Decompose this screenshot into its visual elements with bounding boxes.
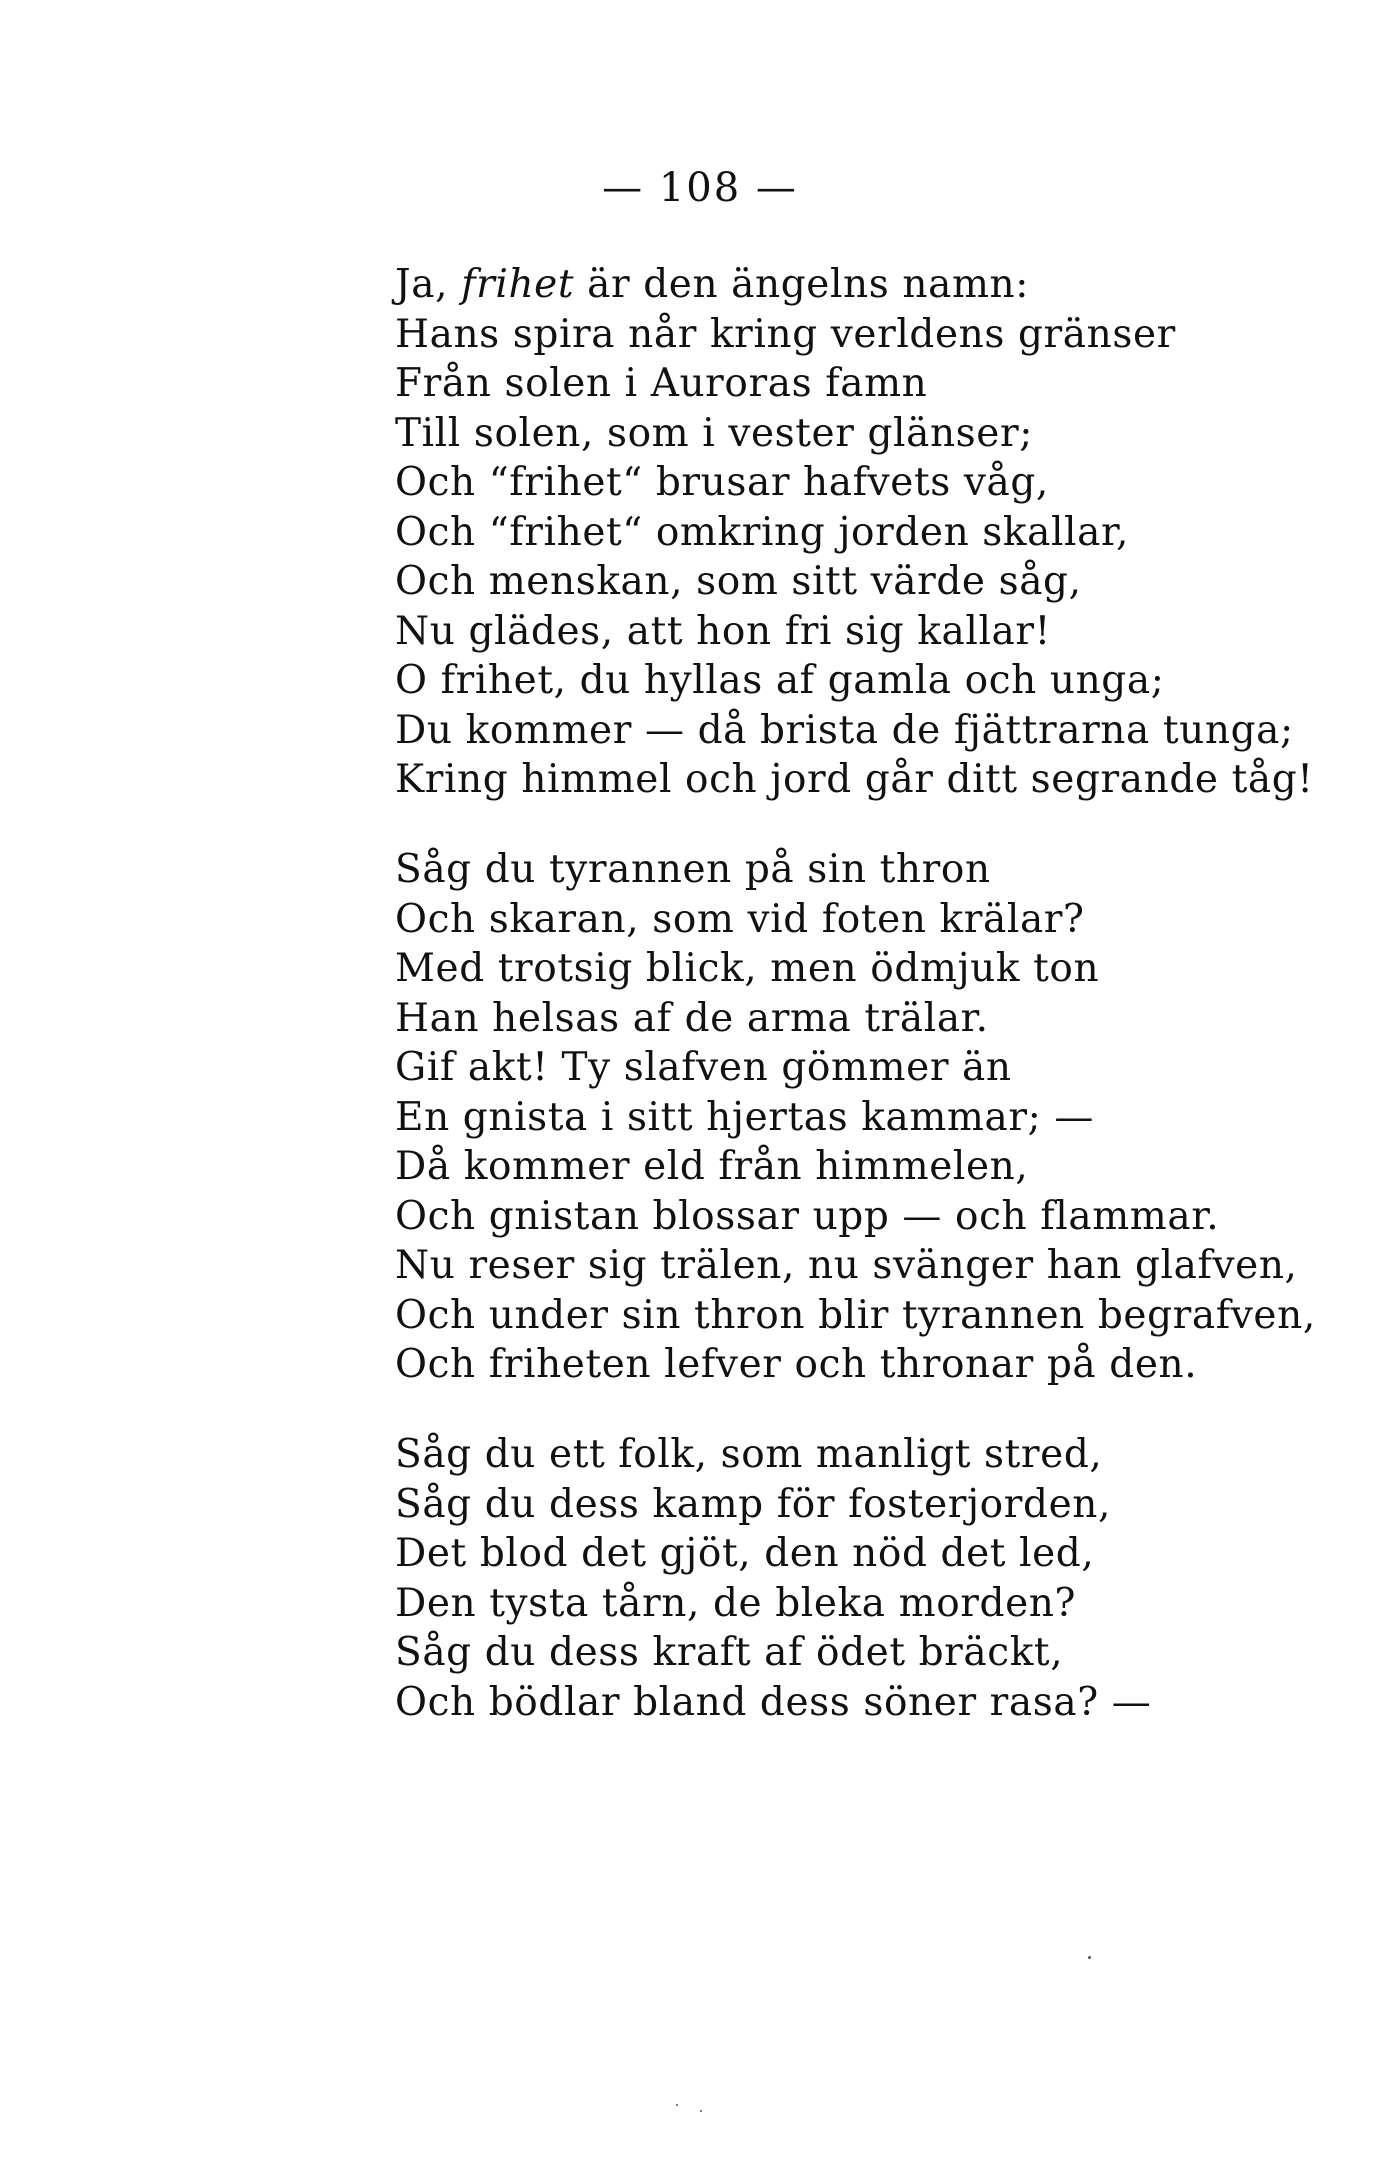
verse-line: O frihet, du hyllas af gamla och unga;: [395, 658, 1165, 703]
verse-line: Med trotsig blick, men ödmjuk ton: [395, 946, 1100, 991]
verse-line: Det blod det gjöt, den nöd det led,: [395, 1531, 1095, 1576]
verse-line: Hans spira når kring verldens gränser: [395, 311, 1176, 357]
verse-line: Kring himmel och jord går ditt segrande tåg!: [395, 757, 1314, 802]
paper-speck: [676, 2104, 678, 2106]
stanza-2: [395, 845, 1375, 1390]
verse-line: Såg du ett folk, som manligt stred,: [395, 1432, 1103, 1477]
verse-line: Han helsas af de arma trälar.: [395, 995, 989, 1041]
verse-line: Och bödlar bland dess söner rasa? —: [395, 1679, 1152, 1725]
verse-line: Och under sin thron blir tyrannen begrafven,: [395, 1292, 1316, 1338]
verse-line: Såg du dess kraft af ödet bräckt,: [395, 1630, 1064, 1675]
paper-speck: [700, 2110, 702, 2112]
page-number: — 108 —: [602, 165, 798, 211]
verse-line: Du kommer — då brista de fjättrarna tunga;: [395, 707, 1294, 753]
verse-line: Och gnistan blossar upp — och flammar.: [395, 1193, 1220, 1239]
verse-line: Nu reser sig trälen, nu svänger han glafven,: [395, 1243, 1298, 1288]
paper-speck: [1088, 1956, 1091, 1959]
verse-line: Gif akt! Ty slafven gömmer än: [395, 1045, 1012, 1090]
verse-line: Från solen i Auroras famn: [395, 361, 928, 406]
verse-line: Och “frihet“ omkring jorden skallar,: [395, 509, 1129, 555]
verse-line: Nu glädes, att hon fri sig kallar!: [395, 608, 1051, 654]
emphasized-word: frihet: [461, 262, 575, 307]
verse-line: En gnista i sitt hjertas kammar; —: [395, 1094, 1094, 1140]
verse-line: Då kommer eld från himmelen,: [395, 1144, 1029, 1189]
verse-line: Och menskan, som sitt värde såg,: [395, 559, 1082, 604]
verse-line: Och “frihet“ brusar hafvets våg,: [395, 460, 1049, 505]
verse-line: Till solen, som i vester glänser;: [395, 410, 1033, 456]
verse-line: Såg du dess kamp för fosterjorden,: [395, 1481, 1111, 1527]
verse-line: Och skaran, som vid foten krälar?: [395, 896, 1085, 942]
verse-line: Ja, frihet är den ängelns namn:: [395, 262, 1029, 307]
verse-line: Och friheten lefver och thronar på den.: [395, 1342, 1198, 1387]
stanza-3: [395, 1430, 1375, 1727]
verse-line: Såg du tyrannen på sin thron: [395, 847, 991, 892]
stanza-1: [395, 260, 1375, 805]
verse-line: Den tysta tårn, de bleka morden?: [395, 1580, 1076, 1626]
